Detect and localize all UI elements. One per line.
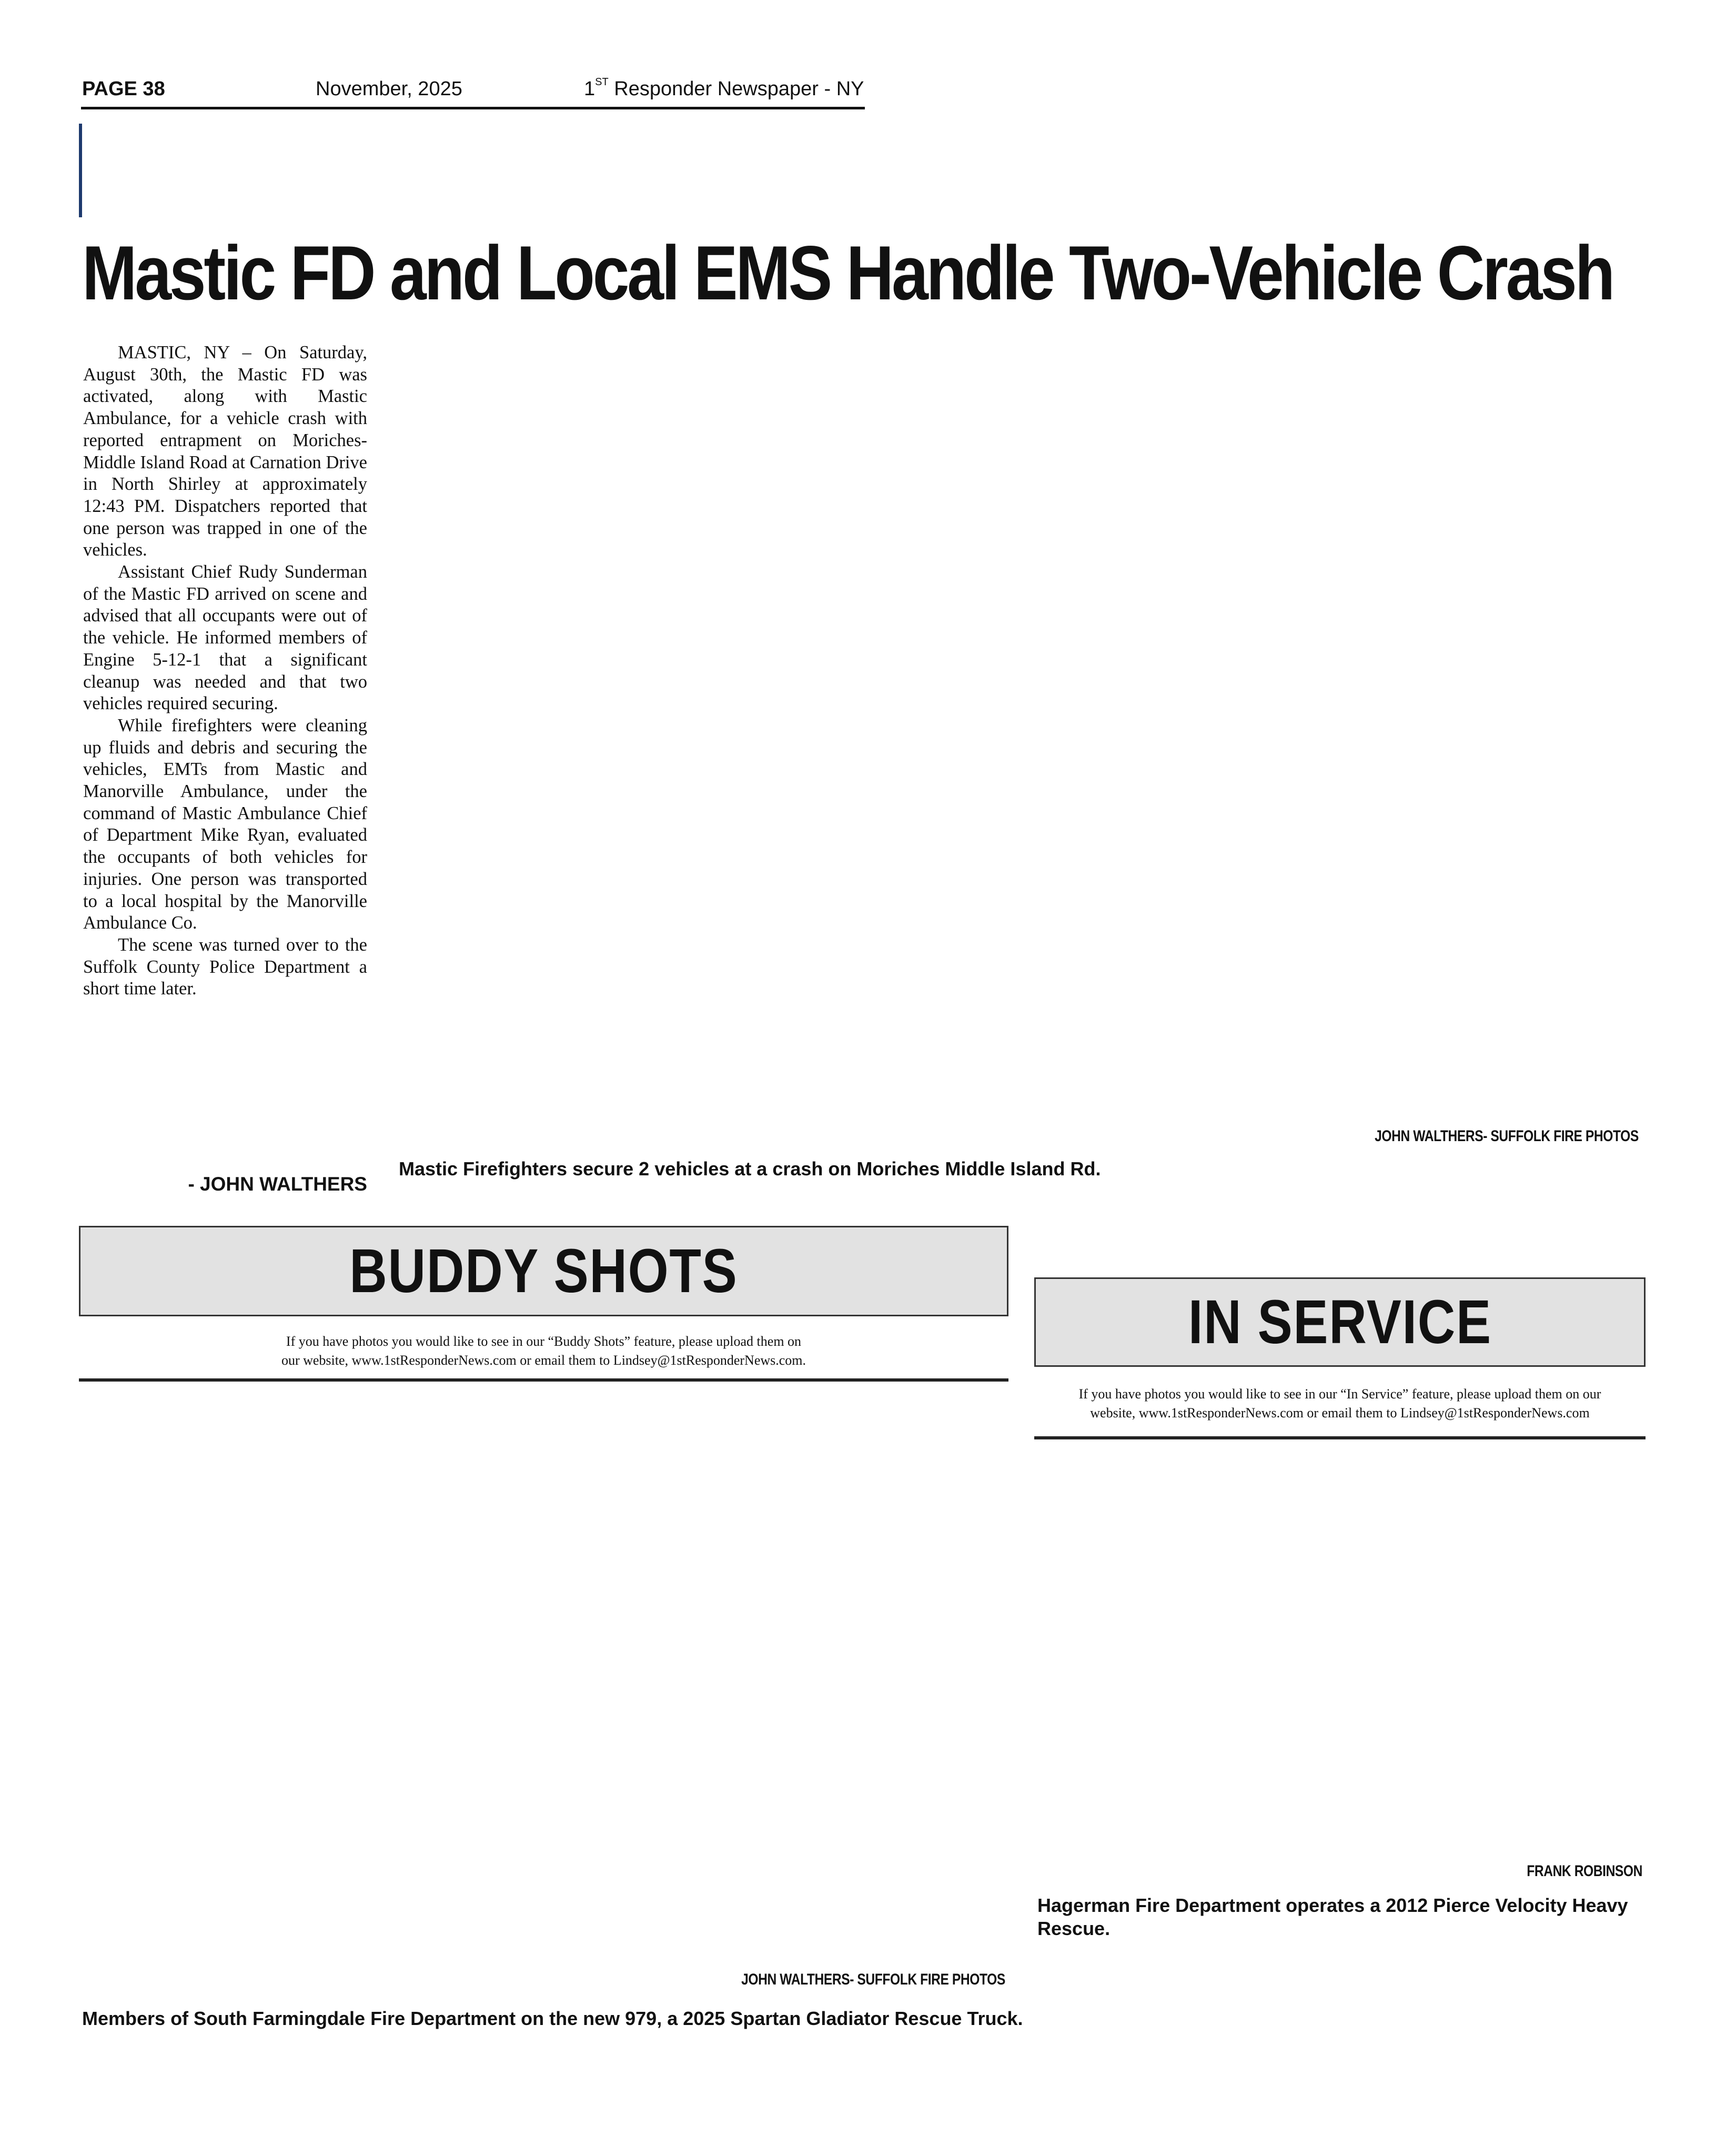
article-paragraph: While firefighters were cleaning up fluids and debris and securing the vehicles, EMTs from Mastic and Manorville Ambulance, under the command of Mastic Ambulance Chief of Department Mike Ryan, evaluated the occupants of both vehicles for injuries. One person was transported to a local hospital by the Manorville Ambulance Co. xyxy=(83,715,367,933)
issue-date: November, 2025 xyxy=(316,78,462,100)
photo-credit: JOHN WALTHERS- SUFFOLK FIRE PHOTOS xyxy=(1375,1127,1639,1145)
article-paragraph: Assistant Chief Rudy Sunderman of the Mastic FD arrived on scene and advised that all occupants were out of the vehicle. He informed members of Engine 5-12-1 that a significant cleanup was needed and that two vehicles required securing. xyxy=(83,562,367,714)
page-number: PAGE 38 xyxy=(82,78,165,100)
buddy-shots-title: BUDDY SHOTS xyxy=(349,1236,738,1306)
in-service-note xyxy=(1034,1385,1646,1423)
buddy-shots-rule xyxy=(79,1378,1008,1382)
in-service-photo-caption: Hagerman Fire Department operates a 2012 Pierce Velocity Heavy Rescue. xyxy=(1037,1895,1628,1939)
article-byline: - JOHN WALTHERS xyxy=(188,1173,367,1195)
newspaper-name-rest: Responder Newspaper - NY xyxy=(608,78,864,100)
in-service-note-line: If you have photos you would like to see in our “In Service” feature, please upload them on our xyxy=(1078,1386,1601,1402)
accent-bar xyxy=(79,124,82,217)
in-service-rule xyxy=(1034,1436,1646,1439)
in-service-photo-credit: FRANK ROBINSON xyxy=(1527,1862,1642,1880)
buddy-shots-note-line: If you have photos you would like to see in our “Buddy Shots” feature, please upload them on xyxy=(286,1334,802,1349)
in-service-banner xyxy=(1034,1277,1646,1367)
newspaper-name-superscript: ST xyxy=(595,76,609,88)
crash-photo xyxy=(397,342,1639,1121)
buddy-shots-photo-caption: Members of South Farmingdale Fire Department on the new 979, a 2025 Spartan Gladiator Rescue Truck. xyxy=(82,2008,1023,2029)
photo-caption: Mastic Firefighters secure 2 vehicles at a crash on Moriches Middle Island Rd. xyxy=(399,1158,1101,1180)
in-service-note-line: website, www.1stResponderNews.com or email them to Lindsey@1stResponderNews.com xyxy=(1090,1405,1590,1420)
header-rule xyxy=(81,107,865,109)
buddy-shots-note xyxy=(79,1332,1008,1370)
article-body xyxy=(83,342,367,1000)
article-headline: Mastic FD and Local EMS Handle Two-Vehicle Crash xyxy=(82,230,1613,316)
buddy-shots-banner xyxy=(79,1226,1008,1316)
newspaper-name-prefix: 1 xyxy=(584,78,596,100)
buddy-shots-note-line: our website, www.1stResponderNews.com or email them to Lindsey@1stResponderNews.com. xyxy=(281,1353,806,1368)
buddy-shots-photo-credit: JOHN WALTHERS- SUFFOLK FIRE PHOTOS xyxy=(741,1971,1005,1988)
newspaper-name xyxy=(584,76,864,100)
article-paragraph: MASTIC, NY – On Saturday, August 30th, the Mastic FD was activated, along with Mastic Ambulance, for a vehicle crash with reported entrapment on Moriches-Middle Island Road at Carnation Drive in North Shirley at approximately 12:43 PM. Dispatchers reported that one person was trapped in one of the vehicles. xyxy=(83,342,367,560)
in-service-title: IN SERVICE xyxy=(1188,1287,1492,1357)
article-paragraph: The scene was turned over to the Suffolk County Police Department a short time later. xyxy=(83,934,367,999)
